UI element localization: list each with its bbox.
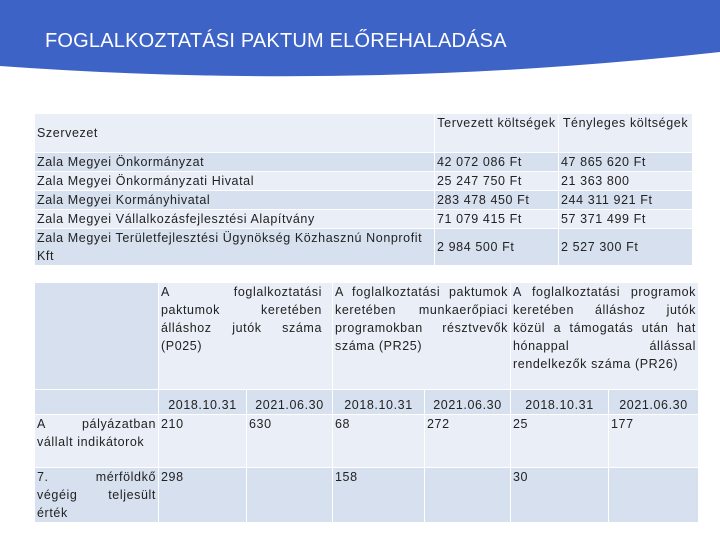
value-cell: 630 [247,415,333,468]
indicator-date-row [35,390,699,415]
planned-cell: 71 079 415 Ft [435,210,559,229]
table-row [35,210,693,229]
row-label: 7. mérföldkő végéig teljesült érték [35,468,159,523]
value-cell: 25 [511,415,609,468]
table-row [35,468,699,523]
empty-corner-cell [35,283,159,390]
actual-cell: 47 865 620 Ft [559,153,693,172]
value-cell [425,468,511,523]
org-cell: Zala Megyei Önkormányzati Hivatal [35,172,435,191]
actual-cell: 57 371 499 Ft [559,210,693,229]
date-cell: 2018.10.31 [159,390,247,415]
org-cell: Zala Megyei Önkormányzat [35,153,435,172]
planned-cell: 25 247 750 Ft [435,172,559,191]
indicator-table [34,282,699,523]
value-cell [247,468,333,523]
row-label: A pályázatban vállalt indikátorok [35,415,159,468]
org-cell: Zala Megyei Kormányhivatal [35,191,435,210]
header-banner [0,0,720,78]
actual-cell: 2 527 300 Ft [559,229,693,266]
actual-cell: 21 363 800 [559,172,693,191]
value-cell: 158 [333,468,425,523]
actual-cell: 244 311 921 Ft [559,191,693,210]
value-cell: 68 [333,415,425,468]
page-title: FOGLALKOZTATÁSI PAKTUM ELŐREHALADÁSA [45,30,507,52]
value-cell: 210 [159,415,247,468]
planned-cell: 42 072 086 Ft [435,153,559,172]
planned-cell: 2 984 500 Ft [435,229,559,266]
value-cell: 298 [159,468,247,523]
group-header-p025: A foglalkoztatási paktumok keretében álláshoz jutók száma (P025) [159,283,333,390]
planned-cell: 283 478 450 Ft [435,191,559,210]
table-row [35,172,693,191]
table-row [35,229,693,266]
col-planned-header: Tervezett költségek [435,114,559,153]
indicator-group-row [35,283,699,390]
date-cell: 2021.06.30 [247,390,333,415]
date-cell: 2021.06.30 [609,390,699,415]
table-row [35,191,693,210]
table-row [35,153,693,172]
value-cell: 30 [511,468,609,523]
costs-header-row [35,114,693,153]
col-actual-header: Tényleges költségek [559,114,693,153]
date-cell: 2021.06.30 [425,390,511,415]
costs-table [34,113,693,266]
date-cell: 2018.10.31 [333,390,425,415]
value-cell: 177 [609,415,699,468]
value-cell: 272 [425,415,511,468]
table-row [35,415,699,468]
group-header-pr26: A foglalkoztatási programok keretében álláshoz jutók közül a támogatás után hat hónappal állással rendelkezők száma (PR26) [511,283,699,390]
date-cell: 2018.10.31 [511,390,609,415]
org-cell: Zala Megyei Területfejlesztési Ügynökség Közhasznú Nonprofit Kft [35,229,435,266]
col-org-header: Szervezet [35,114,435,153]
group-header-pr25: A foglalkoztatási paktumok keretében munkaerőpiaci programokban résztvevők száma (PR25) [333,283,511,390]
org-cell: Zala Megyei Vállalkozásfejlesztési Alapítvány [35,210,435,229]
value-cell [609,468,699,523]
empty-date-label-cell [35,390,159,415]
